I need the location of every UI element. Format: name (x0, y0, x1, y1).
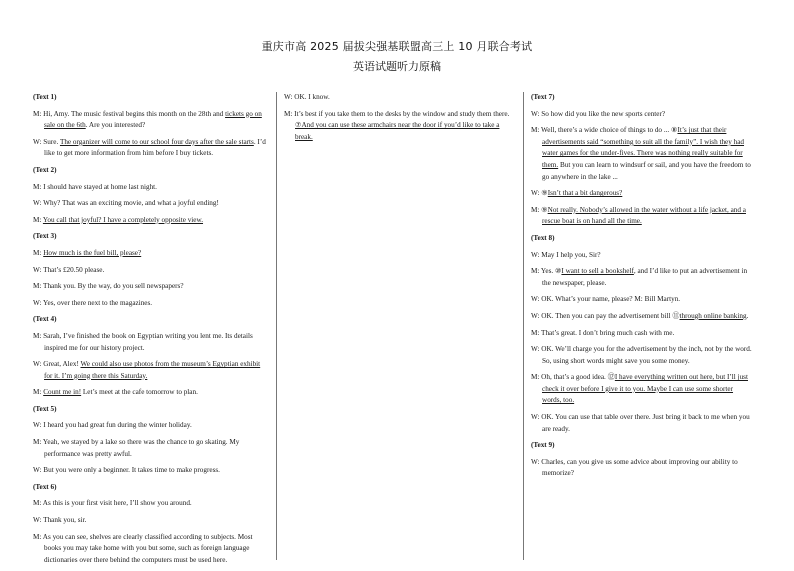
dialogue-line (284, 109, 512, 144)
line-text: M: It’s best if you take them to the desks by the window and study them there. (284, 109, 510, 118)
transcript-column-1 (33, 92, 267, 571)
line-text: M: Yeah, we stayed by a lake so there was the chance to go skating. My performance was pretty awful. (33, 438, 240, 458)
line-text: M: (33, 215, 43, 224)
line-text: W: Why? That was an exciting movie, and what a joyful ending! (33, 199, 219, 208)
line-text: M: Sarah, I’ve finished the book on Egyptian writing you lent me. Its details inspired me for our history project. (33, 331, 253, 352)
transcript-column-2 (284, 92, 512, 148)
line-text: M: As this is your first visit here, I’ll show you around. (33, 499, 192, 508)
line-text: W: ⑨ (531, 189, 548, 198)
underlined-answer-text: We could also use photos from the museum’s Egyptian exhibit for it. I’m going there this Saturday. (44, 360, 261, 380)
line-text: M: I should have stayed at home last night. (33, 182, 157, 191)
underlined-answer-text: Count me in! (43, 388, 82, 397)
dialogue-line (33, 137, 267, 160)
line-text: W: That’s £20.50 please. (33, 265, 105, 274)
text-section-heading: (Text 3) (33, 232, 57, 241)
line-text: W: May I help you, Sir? (531, 250, 601, 259)
line-text: W: I heard you had great fun during the winter holiday. (33, 421, 192, 430)
dialogue-line (531, 266, 753, 289)
dialogue-line (531, 344, 753, 367)
dialogue-line (531, 109, 753, 121)
dialogue-line (33, 331, 267, 354)
dialogue-line (33, 182, 267, 194)
column-divider (523, 92, 524, 560)
line-text: M: Thank you. By the way, do you sell newspapers? (33, 282, 184, 291)
dialogue-line (33, 198, 267, 210)
dialogue-line (33, 109, 267, 132)
dialogue-line (531, 250, 753, 262)
line-text: . Are you interested? (85, 121, 146, 130)
underlined-answer-text: I want to sell a bookshelf (561, 267, 634, 276)
line-text: M: Yes. ⑩ (531, 267, 562, 276)
dialogue-line (33, 215, 267, 227)
dialogue-line (33, 265, 267, 277)
transcript-column-3 (531, 92, 753, 485)
line-text: M: Hi, Amy. The music festival begins this month on the 28th and (33, 109, 226, 118)
line-text: M: Oh, that’s a good idea. ⑫ (531, 373, 615, 382)
text-section-heading: (Text 4) (33, 315, 57, 324)
underlined-answer-text: Isn’t that a bit dangerous? (547, 189, 623, 198)
line-text: M: (33, 388, 44, 397)
line-text: But you can learn to windsurf or sail, and you have the freedom to go anywhere in the lake ... (542, 160, 751, 181)
text-section-heading: (Text 2) (33, 165, 57, 174)
text-section-heading: (Text 9) (531, 441, 555, 450)
line-text: W: OK. I know. (284, 93, 330, 101)
dialogue-line (33, 532, 267, 567)
line-text: . I’d like to get more information from him before I buy tickets. (44, 137, 266, 158)
line-text: W: OK. Then you can pay the advertisement bill ⑪ (531, 311, 680, 320)
line-text: W: Yes, over there next to the magazines. (33, 298, 153, 307)
line-text: . (746, 311, 749, 320)
underlined-answer-text: Not really. Nobody’s allowed in the water without a life jacket, and a rescue boat is on hand all the time. (542, 205, 746, 226)
column-divider (276, 92, 277, 560)
line-text: W: But you were only a beginner. It takes time to make progress. (33, 466, 220, 475)
text-section-heading: (Text 7) (531, 93, 555, 101)
underlined-answer-text: through online banking (679, 311, 747, 320)
dialogue-line (33, 248, 267, 260)
dialogue-line (33, 387, 267, 399)
line-text: , and I’d like to put an advertisement in the newspaper, please. (542, 267, 748, 287)
text-section-heading: (Text 1) (33, 93, 57, 101)
document-subtitle: 英语试题听力原稿 (353, 60, 441, 73)
dialogue-line (33, 281, 267, 293)
dialogue-line (531, 311, 753, 323)
line-text: W: OK. You can use that table over there. Just bring it back to me when you are ready. (531, 413, 750, 433)
line-text: W: Charles, can you give us some advice about improving our ability to memorize? (531, 457, 738, 478)
line-text: M: That’s great. I don’t bring much cash with me. (531, 328, 675, 337)
line-text: M: (33, 248, 44, 257)
dialogue-line (33, 420, 267, 432)
dialogue-line (531, 294, 753, 306)
dialogue-line (531, 457, 753, 480)
line-text: W: Great, Alex! (33, 360, 81, 369)
dialogue-line (33, 437, 267, 460)
text-section-heading: (Text 8) (531, 233, 555, 242)
line-text: W: So how did you like the new sports center? (531, 109, 666, 118)
dialogue-line (33, 498, 267, 510)
dialogue-line (531, 188, 753, 200)
dialogue-line (531, 412, 753, 435)
underlined-answer-text: tickets go on sale on the 6th (44, 109, 262, 130)
dialogue-line (33, 298, 267, 310)
document-title: 重庆市高 2025 届拔尖强基联盟高三上 10 月联合考试 (261, 40, 533, 53)
text-section-heading: (Text 5) (33, 404, 57, 413)
dialogue-line (33, 359, 267, 382)
underlined-answer-text: I have everything written out here, but I’ll just check it over before I give it to you. Maybe I can use some shorter words, too. (542, 373, 748, 405)
dialogue-line (33, 515, 267, 527)
line-text: W: Sure. (33, 137, 60, 146)
line-text: W: OK. What’s your name, please? M: Bill Martyn. (531, 295, 681, 304)
underlined-answer-text: You call that joyful? I have a completely opposite view. (42, 215, 204, 224)
dialogue-line (531, 328, 753, 340)
underlined-answer-text: It’s just that their advertisements said “something to suit all the family”. I wish they had water games for the under-fives. There was nothing really suitable for them. (542, 126, 745, 169)
dialogue-line (531, 372, 753, 407)
text-section-heading: (Text 6) (33, 482, 57, 491)
line-text: M: As you can see, shelves are clearly classified according to subjects. Most books you may take home with you but some, such as foreign language dictionaries over there behind the computers must be used here. (33, 532, 253, 564)
underlined-answer-text: ⑦And you can use these armchairs near the door if you’d like to take a break. (295, 121, 500, 141)
line-text: M: ⑨ (531, 205, 548, 214)
line-text: W: OK. We’ll charge you for the advertisement by the inch, not by the word. So, using short words might save you some money. (531, 345, 752, 365)
dialogue-line (284, 92, 512, 104)
dialogue-line (531, 205, 753, 228)
dialogue-line (531, 125, 753, 183)
underlined-answer-text: The organizer will come to our school four days after the sale starts (59, 137, 254, 146)
dialogue-line (33, 465, 267, 477)
line-text: M: Well, there’s a wide choice of things to do ... ⑧ (531, 126, 678, 135)
line-text: W: Thank you, sir. (33, 516, 87, 525)
line-text: Let’s meet at the cafe tomorrow to plan. (81, 388, 198, 397)
underlined-answer-text: How much is the fuel bill, please? (43, 248, 142, 257)
